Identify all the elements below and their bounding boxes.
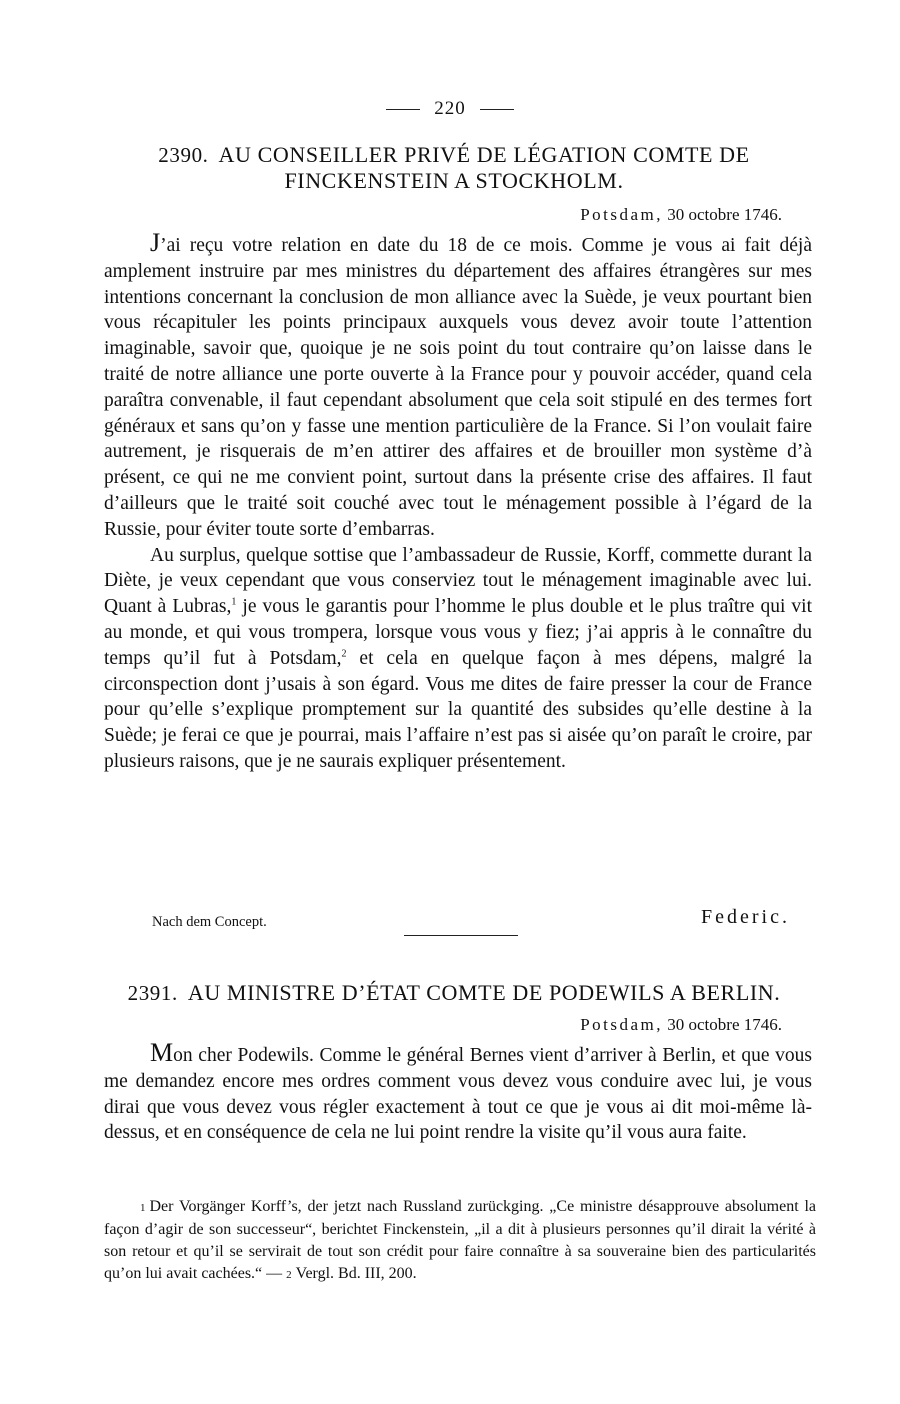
footnotes [104, 1196, 816, 1286]
letter-2-date [580, 1015, 782, 1035]
section-divider [404, 935, 518, 936]
letter-2-body [104, 1040, 812, 1146]
letter-1-signature: Federic. [701, 906, 790, 928]
footnote-2-mark: 2 [286, 1269, 292, 1281]
letter-1-date-place: Potsdam, [580, 205, 664, 224]
letter-1-paragraph-1 [104, 230, 812, 543]
letter-1-number: 2390. [158, 143, 209, 167]
footnote-1-mark: 1 [140, 1202, 146, 1214]
footnote-ref-1: 1 [231, 596, 237, 608]
letter-1-title-line2: FINCKENSTEIN A STOCKHOLM. [284, 168, 624, 193]
footnote-ref-2: 2 [341, 648, 347, 660]
letter-2-date-day: 30 octobre 1746. [667, 1015, 782, 1034]
footnote [104, 1196, 816, 1286]
letter-2-date-place: Potsdam, [580, 1015, 664, 1034]
letter-1-title-line1: AU CONSEILLER PRIVÉ DE LÉGATION COMTE DE [218, 142, 750, 167]
header-dash-right [480, 109, 514, 110]
letter-1-source: Nach dem Concept. [152, 914, 267, 930]
letter-1-paragraph-2-part-a: Au surplus, quelque sottise que l’ambassadeur de Russie, Korff, commette durant la Diète, je veux cependant que vous conserviez tout le ménagement imaginable avec lui. Quant à Lubras, [104, 544, 812, 618]
letter-1-paragraph-1-text: ’ai reçu votre relation en date du 18 de ce mois. Comme je vous ai fait déjà amplement instruire par mes ministres du département des affaires étrangères sur mes intentions concernant la conclusion de mon alliance avec la Suède, je veux pourtant bien vous récapituler les points principaux auxquels vous devez avoir toute l’attention imaginable, savoir que, quoique je ne sois point du tout contraire qu’on laisse dans le traité de notre alliance une porte ouverte à la France pour y pouvoir accéder, quand cela paraîtra convenable, il faut cependant absolument que cela soit stipulé en des termes fort généraux et sans qu’on y fasse une mention particulière de la France. Si l’on voulait faire autrement, je risquerais de m’en attirer des affaires et de brouiller mon système d’à présent, ce qui ne me convient point, surtout dans la présente crise des affaires. Il faut d’ailleurs que le traité soit couché avec tout le ménagement possible à l’égard de la Russie, pour éviter toute sorte d’embarras. [104, 235, 812, 540]
letter-2-number: 2391. [127, 981, 178, 1005]
letter-2-paragraph-1 [104, 1040, 812, 1146]
page-header [0, 98, 900, 120]
letter-1-paragraph-2-part-b: je vous le garantis pour l’homme le plus double et le plus traître qui vit au monde, et qui vous trompera, lorsque vous vous y fiez; j’ai appris à le connaître du temps qu’il fut à Potsdam, [104, 596, 812, 669]
letter-1-date-day: 30 octobre 1746. [667, 205, 782, 224]
letter-1-paragraph-2 [104, 543, 812, 775]
dropcap: M [150, 1038, 174, 1067]
dropcap: J [150, 228, 161, 257]
header-dash-left [386, 109, 420, 110]
letter-1-title [104, 142, 804, 194]
letter-1-body [104, 230, 812, 775]
letter-2-title [104, 980, 804, 1006]
letter-2-paragraph-1-text: on cher Podewils. Comme le général Bernes vient d’arriver à Berlin, et que vous me demandez encore mes ordres comment vous devez vous conduire avec lui, je vous dirai que vous devez vous régler exactement à tout ce que je vous ai dit moi-même là-dessus, et en conséquence de cela ne lui point rendre la visite qu’il vous aura faite. [104, 1045, 812, 1144]
letter-1-paragraph-2-part-c: et cela en quelque façon à mes dépens, malgré la circonspection dont j’usais à son égard. Vous me dites de faire presser la cour de France pour qu’elle s’explique promptement sur la quantité des subsides qu’elle destine à la Suède; je ferai ce que je pourrai, mais l’affaire n’est pas si aisée qu’on paraît le croire, par plusieurs raisons, que je ne saurais expliquer présentement. [104, 647, 812, 772]
page-number: 220 [434, 98, 466, 119]
letter-1-date [580, 205, 782, 225]
letter-2-title-text: AU MINISTRE D’ÉTAT COMTE DE PODEWILS A BERLIN. [187, 980, 781, 1005]
footnote-2-text: Vergl. Bd. III, 200. [295, 1265, 417, 1282]
footnote-1-text: Der Vorgänger Korff’s, der jetzt nach Russland zurückging. „Ce ministre désapprouve absolument la façon d’agir de son successeur“, berichtet Finckenstein, „il a dit à plusieurs personnes qu’il dirait la vérité à son retour et qu’il se servirait de tout son crédit pour faire connaître à sa souveraine bien des particularités qu’on lui avait cachées.“ — [104, 1198, 816, 1282]
